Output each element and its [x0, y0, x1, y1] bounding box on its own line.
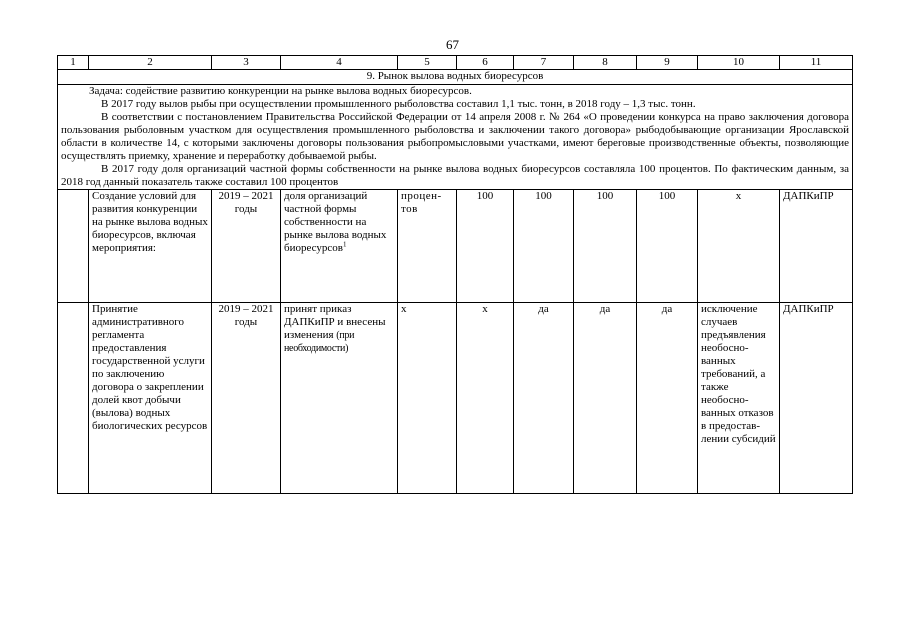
column-header: 6: [457, 56, 514, 70]
indicator-text: доля организаций частной формы собственности на рынке вылова водных биоресурсов: [284, 190, 387, 254]
footnote-marker: 1: [342, 240, 347, 249]
column-header: 7: [514, 56, 574, 70]
column-header: 11: [780, 56, 853, 70]
indicator-note: (при необходимости): [284, 330, 355, 354]
section-title: 9. Рынок вылова водных биоресурсов: [58, 70, 853, 85]
intro-text: [58, 85, 853, 190]
column-header: 1: [58, 56, 89, 70]
unit-cell: х: [398, 303, 457, 494]
intro-row: [58, 85, 853, 190]
indicator-cell: [281, 190, 398, 303]
measure-cell: Создание условий для развития конкуренции на рынке вылова водных биоресурсов, включая мероприятия:: [89, 190, 212, 303]
column-header: 10: [698, 56, 780, 70]
table-row: [58, 190, 853, 303]
value-2020-cell: да: [574, 303, 637, 494]
column-header: 3: [212, 56, 281, 70]
measure-cell: Принятие административного регламента предоставления государственной услуги по заключению договора о закреплении долей квот добычи (вылова) водных биологических ресурсов: [89, 303, 212, 494]
executor-cell: ДАПКиПР: [780, 303, 853, 494]
row-number-cell: [58, 190, 89, 303]
value-2018-cell: 100: [457, 190, 514, 303]
value-2021-cell: да: [637, 303, 698, 494]
value-2019-cell: 100: [514, 190, 574, 303]
section-title-row: [58, 70, 853, 85]
intro-paragraph: В 2017 году вылов рыбы при осуществлении промышленного рыболовства составил 1,1 тыс. тонн, в 2018 году – 1,3 тыс. тонн.: [101, 98, 696, 110]
indicator-text: принят приказ ДАПКиПР и внесены изменения: [284, 303, 386, 341]
value-2019-cell: да: [514, 303, 574, 494]
value-2021-cell: 100: [637, 190, 698, 303]
unit-cell: процен-тов: [398, 190, 457, 303]
column-header: 9: [637, 56, 698, 70]
period-cell: 2019 – 2021 годы: [212, 190, 281, 303]
period-cell: 2019 – 2021 годы: [212, 303, 281, 494]
column-header: 2: [89, 56, 212, 70]
value-2018-cell: х: [457, 303, 514, 494]
column-header: 4: [281, 56, 398, 70]
intro-paragraph: В 2017 году доля организаций частной формы собственности на рынке вылова водных биоресурсов составляла 100 процентов. По фактическим данным, за 2018 год данный показатель также составил 100 процентов: [61, 163, 849, 188]
page-number: 67: [446, 37, 459, 52]
row-number-cell: [58, 303, 89, 494]
measures-table: [57, 55, 853, 494]
result-cell: исключение случаев предъявления необосно-ванных требований, а также необосно-ванных отказов в предостав-лении субсидий: [698, 303, 780, 494]
indicator-cell: [281, 303, 398, 494]
column-header: 5: [398, 56, 457, 70]
column-number-row: [58, 56, 853, 70]
task-paragraph: Задача: содействие развитию конкуренции на рынке вылова водных биоресурсов.: [89, 85, 472, 97]
value-2020-cell: 100: [574, 190, 637, 303]
intro-paragraph: В соответствии с постановлением Правительства Российской Федерации от 14 апреля 2008 г. № 264 «О проведении конкурса на право заключения договора пользования рыболовным участком для осуществления промышленного рыболовства и заключении такого договора» рыбодобывающие организации Ярославской области в количестве 14, с которыми заключены договоры пользования рыбопромысловыми участками, имеют береговые производственные объекты, позволяющие осуществлять приемку, хранение и переработку добываемой рыбы.: [61, 111, 849, 162]
table-row: [58, 303, 853, 494]
executor-cell: ДАПКиПР: [780, 190, 853, 303]
column-header: 8: [574, 56, 637, 70]
result-cell: х: [698, 190, 780, 303]
